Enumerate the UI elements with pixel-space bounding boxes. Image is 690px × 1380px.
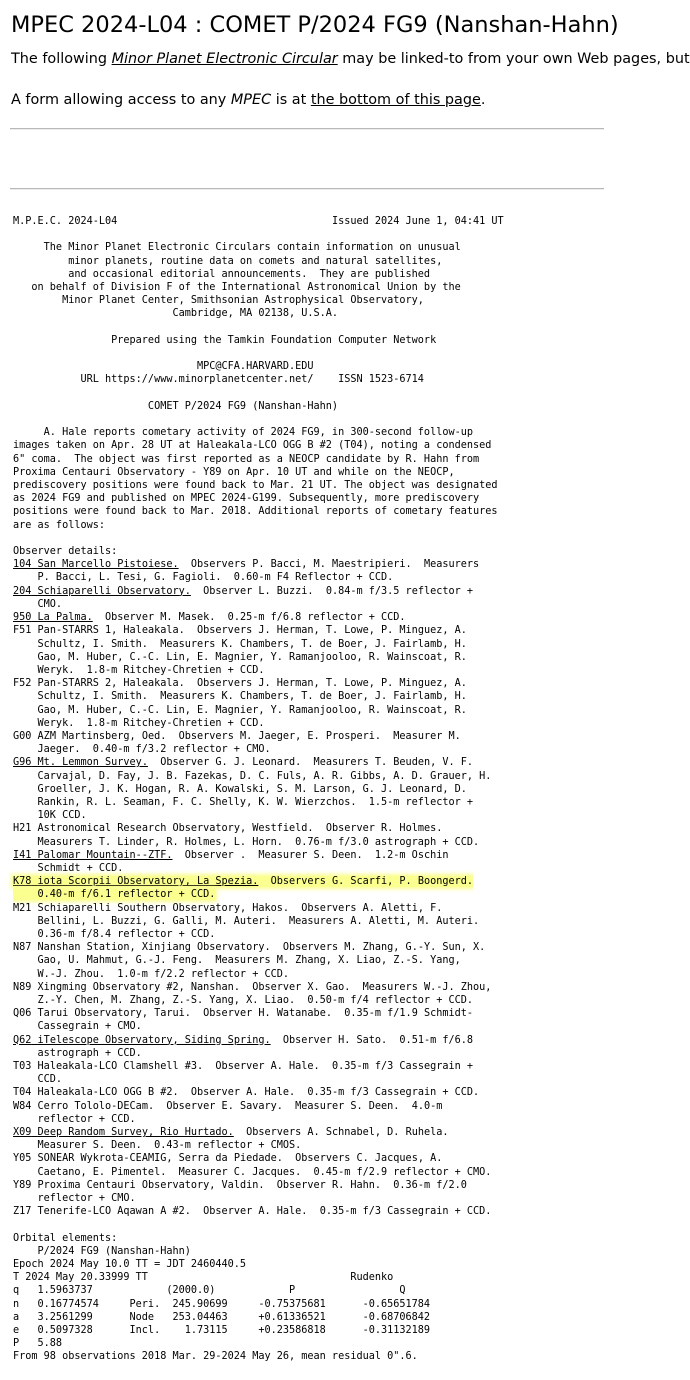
observer-detail: Observer L. Buzzi. 0.84-m f/3.5 reflector + bbox=[190, 585, 474, 597]
observatory-code: G00 bbox=[13, 730, 32, 742]
observer-entry-h21 bbox=[13, 823, 479, 847]
orbital-element-line: e 0.5097328 Incl. 1.73115 +0.23586818 -0.31132189 bbox=[13, 1325, 431, 1337]
mpec-info-link[interactable]: Minor Planet Electronic Circular bbox=[111, 51, 338, 67]
page-title: MPEC 2024-L04 : COMET P/2024 FG9 (Nanshan-Hahn) bbox=[11, 12, 619, 38]
observatory-code: H21 bbox=[13, 823, 32, 835]
observer-detail: Schmidt + CCD. bbox=[13, 862, 124, 874]
observatory-code: M21 bbox=[13, 902, 32, 914]
observer-entry-n89 bbox=[13, 982, 491, 1006]
observer-detail: P. Bacci, L. Tesi, G. Fagioli. 0.60-m F4 Reflector + CCD. bbox=[13, 572, 394, 584]
orbital-element-line: P 5.88 bbox=[13, 1338, 63, 1350]
observer-detail: Caetano, E. Pimentel. Measurer C. Jacques. 0.45-m f/2.9 reflector + CMO. bbox=[13, 1166, 492, 1178]
orbital-element-line: T 2024 May 20.33999 TT Rudenko bbox=[13, 1272, 394, 1284]
observer-detail: Bellini, L. Buzzi, G. Galli, M. Auteri. Measurers A. Aletti, M. Auteri. bbox=[13, 915, 480, 927]
observatory-name: Pan-STARRS 2, Haleakala. bbox=[37, 678, 185, 690]
intro-text-end: may be linked-to from your own Web pages, but bbox=[337, 51, 690, 67]
observer-entry-f52 bbox=[13, 678, 467, 729]
observer-entry-w84 bbox=[13, 1101, 442, 1125]
observer-detail: 0.36-m f/8.4 reflector + CCD. bbox=[13, 928, 216, 940]
observer-detail: Observers C. Jacques, A. bbox=[282, 1153, 443, 1165]
observer-entry-104 bbox=[13, 559, 479, 583]
observer-detail: Jaeger. 0.40-m f/3.2 reflector + CMO. bbox=[13, 744, 271, 756]
observer-entry-k78 bbox=[13, 876, 473, 900]
observer-detail: Observers M. Zhang, G.-Y. Sun, X. bbox=[270, 942, 486, 954]
observer-detail: Observers P. Bacci, M. Maestripieri. Measurers bbox=[178, 559, 480, 571]
observer-detail: Observer A. Hale. 0.35-m f/3 Cassegrain + CCD. bbox=[190, 1206, 492, 1218]
form-text: A form allowing access to any bbox=[11, 92, 231, 108]
report-paragraph-line: prediscovery positions were found back to Mar. 21 UT. The object was designated bbox=[13, 480, 498, 492]
observer-entry-x09 bbox=[13, 1127, 449, 1151]
observatory-name: Tenerife-LCO Aqawan A #2. bbox=[37, 1206, 191, 1218]
observer-detail: Schultz, I. Smith. Measurers K. Chambers, T. de Boer, J. Fairlamb, H. bbox=[13, 638, 467, 650]
observatory-name: Mt. Lemmon Survey. bbox=[37, 757, 148, 769]
observer-detail: Observer R. Holmes. bbox=[313, 823, 443, 835]
observer-detail: Weryk. 1.8-m Ritchey-Chretien + CCD. bbox=[13, 664, 265, 676]
report-paragraph-line: Proxima Centauri Observatory - Y89 on Apr. 10 UT and while on the NEOCP, bbox=[13, 466, 455, 478]
observer-detail: Observer A. Hale. 0.35-m f/3 Cassegrain + bbox=[203, 1061, 474, 1072]
observatory-name: La Palma. bbox=[37, 612, 93, 624]
observatory-name: Nanshan Station, Xinjiang Observatory. bbox=[37, 942, 271, 954]
observatory-link-g96[interactable] bbox=[13, 757, 148, 768]
report-paragraph-line: A. Hale reports cometary activity of 2024 FG9, in 300-second follow-up bbox=[13, 427, 474, 439]
observer-detail: Gao, M. Huber, C.-C. Lin, E. Magnier, Y. Ramanjooloo, R. Wainscoat, R. bbox=[13, 704, 467, 716]
observer-detail: 0.40-m f/6.1 reflector + CCD. bbox=[13, 889, 216, 901]
prepared-line: Prepared using the Tamkin Foundation Computer Network bbox=[13, 334, 437, 346]
report-paragraph-line: 6" coma. The object was first reported as a NEOCP candidate by R. Hahn from bbox=[13, 453, 480, 465]
observer-entry-i41 bbox=[13, 850, 449, 874]
orbital-element-line: From 98 observations 2018 Mar. 29-2024 May 26, mean residual 0".6. bbox=[13, 1351, 418, 1363]
observatory-name: San Marcello Pistoiese. bbox=[37, 559, 179, 571]
observer-detail: reflector + CMO. bbox=[13, 1193, 136, 1205]
observer-entry-950 bbox=[13, 612, 406, 623]
observatory-code: Q06 bbox=[13, 1008, 32, 1020]
observatory-code: T04 bbox=[13, 1087, 32, 1099]
observatory-name: Deep Random Survey, Rio Hurtado. bbox=[37, 1127, 234, 1139]
observatory-link-i41[interactable] bbox=[13, 850, 172, 861]
observer-detail: CMO. bbox=[13, 598, 63, 610]
observatory-name: Pan-STARRS 1, Haleakala. bbox=[37, 625, 185, 637]
observer-detail: Observer H. Sato. 0.51-m f/6.8 bbox=[270, 1034, 474, 1046]
observer-entry-z17 bbox=[13, 1206, 491, 1217]
observatory-code: 104 bbox=[13, 559, 32, 571]
observer-detail: Observers G. Scarfi, P. Boongerd. bbox=[258, 876, 474, 888]
orbital-element-line: Epoch 2024 May 10.0 TT = JDT 2460440.5 bbox=[13, 1259, 247, 1271]
observer-detail: Observers J. Herman, T. Lowe, P. Minguez, A. bbox=[184, 625, 467, 637]
observer-detail: Measurer S. Deen. 0.43-m reflector + CMOS. bbox=[13, 1140, 302, 1152]
report-paragraph-line: are as follows: bbox=[13, 519, 106, 531]
observatory-code: T03 bbox=[13, 1061, 32, 1072]
observatory-code: W84 bbox=[13, 1100, 32, 1112]
divider-top bbox=[10, 128, 604, 130]
observatory-link-204[interactable] bbox=[13, 586, 191, 597]
boilerplate-line: minor planets, routine data on comets and natural satellites, bbox=[13, 255, 443, 267]
observer-detail: Z.-Y. Chen, M. Zhang, Z.-S. Yang, X. Liao. 0.50-m f/4 reflector + CCD. bbox=[13, 994, 474, 1006]
observatory-name: AZM Martinsberg, Oed. bbox=[37, 730, 167, 742]
observatory-code: K78 bbox=[13, 876, 32, 888]
orbital-element-line: q 1.5963737 (2000.0) P Q bbox=[13, 1285, 406, 1297]
observer-entry-y89 bbox=[13, 1180, 467, 1204]
observer-detail: Observer G. J. Leonard. Measurers T. Beuden, V. F. bbox=[147, 757, 474, 769]
orbital-elements-heading: Orbital elements: bbox=[13, 1232, 118, 1244]
form-text-end: . bbox=[480, 92, 486, 108]
url-issn-line: URL https://www.minorplanetcenter.net/ ISSN 1523-6714 bbox=[13, 374, 424, 386]
link-notice bbox=[11, 50, 690, 68]
observer-entry-g00 bbox=[13, 731, 461, 755]
observer-entry-m21 bbox=[13, 903, 479, 940]
orbital-element-line: n 0.16774574 Peri. 245.90699 -0.75375681 -0.65651784 bbox=[13, 1298, 431, 1310]
observatory-link-104[interactable] bbox=[13, 559, 179, 570]
observatory-code: G96 bbox=[13, 757, 32, 769]
observer-heading: Observer details: bbox=[13, 546, 118, 558]
boilerplate-line: and occasional editorial announcements. They are published bbox=[13, 268, 431, 280]
observer-detail: Observer A. Hale. 0.35-m f/3 Cassegrain + CCD. bbox=[178, 1087, 480, 1099]
observer-detail: Observer M. Masek. 0.25-m f/6.8 reflector + CCD. bbox=[92, 612, 406, 624]
observer-entry-g96 bbox=[13, 757, 491, 821]
observer-detail: Cassegrain + CMO. bbox=[13, 1021, 142, 1033]
observer-detail: reflector + CCD. bbox=[13, 1113, 136, 1125]
divider-bottom bbox=[10, 188, 604, 190]
observatory-code: I41 bbox=[13, 849, 32, 861]
observer-entry-q06 bbox=[13, 1008, 473, 1032]
observatory-name: Cerro Tololo-DECam. bbox=[37, 1100, 155, 1112]
observatory-name: iota Scorpii Observatory, La Spezia. bbox=[37, 876, 259, 888]
observatory-name: SONEAR Wykrota-CEAMIG, Serra da Piedade. bbox=[37, 1153, 283, 1165]
form-notice bbox=[11, 91, 485, 109]
observer-entry-q62 bbox=[13, 1035, 473, 1059]
observatory-code: Z17 bbox=[13, 1206, 32, 1218]
observer-entry-n87 bbox=[13, 942, 485, 979]
bottom-of-page-link[interactable]: the bottom of this page bbox=[310, 92, 481, 108]
boilerplate-line: on behalf of Division F of the International Astronomical Union by the bbox=[13, 282, 461, 294]
observatory-code: N87 bbox=[13, 942, 32, 954]
observatory-name: Haleakala-LCO Clamshell #3. bbox=[37, 1061, 204, 1072]
observatory-code: Y89 bbox=[13, 1179, 32, 1191]
observatory-link-q62[interactable] bbox=[13, 1035, 271, 1046]
observatory-code: 204 bbox=[13, 585, 32, 597]
report-paragraph-line: as 2024 FG9 and published on MPEC 2024-G199. Subsequently, more prediscovery bbox=[13, 493, 480, 505]
report-paragraph-line: positions were found back to Mar. 2018. Additional reports of cometary features bbox=[13, 506, 498, 518]
observer-detail: Gao, M. Huber, C.-C. Lin, E. Magnier, Y. Ramanjooloo, R. Wainscoat, R. bbox=[13, 651, 467, 663]
observatory-code: Y05 bbox=[13, 1153, 32, 1165]
observer-entry-204 bbox=[13, 586, 473, 610]
circular-text bbox=[13, 215, 504, 1364]
observatory-code: F52 bbox=[13, 678, 32, 690]
orbital-element-line: a 3.2561299 Node 253.04463 +0.61336521 -0.68706842 bbox=[13, 1311, 431, 1323]
form-mpec-em: MPEC bbox=[230, 92, 272, 108]
observatory-name: Schiaparelli Southern Observatory, Hakos. bbox=[37, 902, 290, 914]
contact-email: MPC@CFA.HARVARD.EDU bbox=[13, 361, 314, 373]
observatory-name: Tarui Observatory, Tarui. bbox=[37, 1008, 191, 1020]
observatory-code: X09 bbox=[13, 1127, 32, 1139]
observer-detail: Observer R. Hahn. 0.36-m f/2.0 bbox=[264, 1179, 467, 1191]
form-text-mid: is at bbox=[271, 92, 311, 108]
observatory-link-950[interactable] bbox=[13, 612, 93, 623]
observer-entry-t04 bbox=[13, 1087, 479, 1098]
object-title: COMET P/2024 FG9 (Nanshan-Hahn) bbox=[13, 400, 339, 412]
orbital-element-line: P/2024 FG9 (Nanshan-Hahn) bbox=[13, 1245, 191, 1257]
observer-entry-t03 bbox=[13, 1061, 473, 1085]
issue-date: Issued 2024 June 1, 04:41 UT bbox=[331, 216, 504, 227]
observer-detail: Observer X. Gao. Measurers W.-J. Zhou, bbox=[239, 981, 492, 993]
observer-detail: Observers A. Aletti, F. bbox=[289, 902, 443, 914]
observer-detail: Observers M. Jaeger, E. Prosperi. Measurer M. bbox=[166, 730, 461, 742]
observatory-code: Q62 bbox=[13, 1034, 32, 1046]
observer-detail: Observer . Measurer S. Deen. 1.2-m Oschin bbox=[172, 849, 449, 861]
observer-detail: CCD. bbox=[13, 1074, 63, 1086]
intro-text: The following bbox=[11, 51, 112, 67]
boilerplate-line: The Minor Planet Electronic Circulars contain information on unusual bbox=[13, 242, 461, 254]
observer-detail: W.-J. Zhou. 1.0-m f/2.2 reflector + CCD. bbox=[13, 968, 290, 980]
observatory-name: Astronomical Research Observatory, Westfield. bbox=[37, 823, 314, 835]
observer-detail: Observer E. Savary. Measurer S. Deen. 4.0-m bbox=[154, 1100, 443, 1112]
observatory-name: Palomar Mountain--ZTF. bbox=[37, 849, 173, 861]
observatory-link-k78[interactable] bbox=[13, 876, 258, 887]
observatory-name: Xingming Observatory #2, Nanshan. bbox=[37, 981, 240, 993]
boilerplate-line: Minor Planet Center, Smithsonian Astrophysical Observatory, bbox=[13, 295, 424, 307]
observatory-code: 950 bbox=[13, 612, 32, 624]
observer-detail: Measurers T. Linder, R. Holmes, L. Horn. 0.76-m f/3.0 astrograph + CCD. bbox=[13, 836, 480, 848]
observatory-name: iTelescope Observatory, Siding Spring. bbox=[37, 1034, 271, 1046]
observer-detail: Gao, U. Mahmut, G.-J. Feng. Measurers M. Zhang, X. Liao, Z.-S. Yang, bbox=[13, 955, 461, 967]
observer-detail: Observer H. Watanabe. 0.35-m f/1.9 Schmidt- bbox=[190, 1008, 474, 1020]
observatory-name: Proxima Centauri Observatory, Valdin. bbox=[37, 1179, 265, 1191]
circular-number: M.P.E.C. 2024-L04 bbox=[13, 216, 118, 227]
boilerplate-line: Cambridge, MA 02138, U.S.A. bbox=[13, 308, 339, 320]
observer-detail: Observers A. Schnabel, D. Ruhela. bbox=[233, 1127, 449, 1139]
observer-detail: Rankin, R. L. Seaman, F. C. Shelly, K. W. Wierzchos. 1.5-m reflector + bbox=[13, 796, 474, 808]
observer-detail: Groeller, J. K. Hogan, R. A. Kowalski, S. M. Larson, G. J. Leonard, D. bbox=[13, 783, 467, 795]
observatory-name: Haleakala-LCO OGG B #2. bbox=[37, 1087, 179, 1099]
observer-detail: 10K CCD. bbox=[13, 810, 87, 822]
observer-detail: Observers J. Herman, T. Lowe, P. Minguez, A. bbox=[184, 678, 467, 690]
observer-entry-f51 bbox=[13, 625, 467, 676]
observatory-code: N89 bbox=[13, 981, 32, 993]
observer-detail: Schultz, I. Smith. Measurers K. Chambers, T. de Boer, J. Fairlamb, H. bbox=[13, 691, 467, 703]
observer-entry-y05 bbox=[13, 1153, 491, 1177]
observer-detail: Weryk. 1.8-m Ritchey-Chretien + CCD. bbox=[13, 717, 265, 729]
observatory-code: F51 bbox=[13, 625, 32, 637]
observatory-link-x09[interactable] bbox=[13, 1127, 234, 1138]
report-paragraph-line: images taken on Apr. 28 UT at Haleakala-LCO OGG B #2 (T04), noting a condensed bbox=[13, 440, 492, 452]
observatory-name: Schiaparelli Observatory. bbox=[37, 585, 191, 597]
observer-detail: astrograph + CCD. bbox=[13, 1047, 142, 1059]
observer-detail: Carvajal, D. Fay, J. B. Fazekas, D. C. Fuls, A. R. Gibbs, A. D. Grauer, H. bbox=[13, 770, 492, 782]
